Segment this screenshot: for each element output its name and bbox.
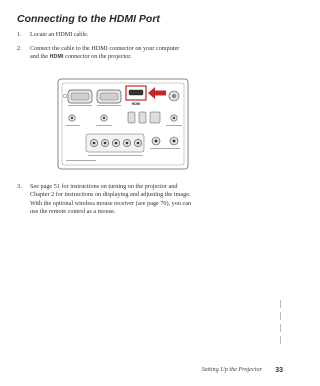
step-text: See page 51 for instructions on turning on the projector and bbox=[30, 183, 178, 190]
step-text: use the remote control as a mouse. bbox=[30, 208, 116, 216]
crop-mark bbox=[280, 312, 281, 320]
step-text-part: and the bbox=[30, 53, 50, 61]
step-text: Chapter 2 for instructions on displaying and adjusting the image. bbox=[30, 191, 191, 199]
hdmi-port-label: HDMI bbox=[131, 102, 141, 106]
crop-mark bbox=[280, 300, 281, 308]
step-number: 3. bbox=[17, 183, 22, 190]
hdmi-connector-term: HDMI bbox=[49, 54, 64, 61]
crop-mark bbox=[280, 324, 281, 332]
wireless-port bbox=[169, 91, 179, 101]
step-number: 1. bbox=[17, 31, 22, 38]
step-text: With the optional wireless mouse receiver (see page 70), you can bbox=[30, 199, 192, 207]
running-footer: Setting Up the Projector bbox=[201, 366, 262, 373]
crop-mark bbox=[280, 336, 281, 344]
computer2-port bbox=[97, 90, 121, 103]
step-text: Locate an HDMI cable. bbox=[30, 31, 89, 38]
section-heading: Connecting to the HDMI Port bbox=[17, 13, 160, 25]
step-text: Connect the cable to the HDMI connector on your computer bbox=[30, 45, 180, 52]
projector-rear-panel-figure bbox=[56, 76, 191, 172]
page-number: 33 bbox=[275, 367, 283, 374]
step-text-line-2 bbox=[30, 53, 250, 61]
step-text-part: connector on the projector. bbox=[63, 53, 132, 61]
step-number: 2. bbox=[17, 45, 22, 52]
service-ports bbox=[128, 112, 160, 123]
